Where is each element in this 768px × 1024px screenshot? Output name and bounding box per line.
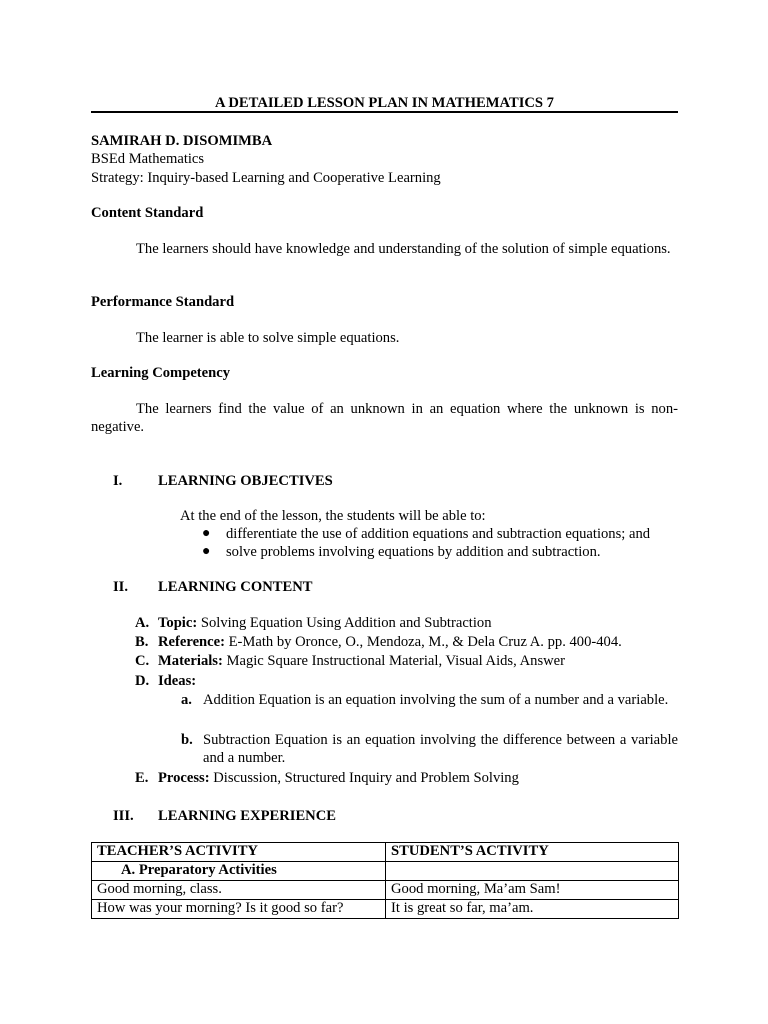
item-letter: A. — [135, 615, 150, 631]
strategy-line: Strategy: Inquiry-based Learning and Cooperative Learning — [91, 170, 441, 186]
performance-standard-text: The learner is able to solve simple equations. — [136, 330, 400, 346]
document-title: A DETAILED LESSON PLAN IN MATHEMATICS 7 — [215, 95, 554, 111]
content-item-ideas — [135, 672, 196, 690]
idea-text: Addition Equation is an equation involving the sum of a number and a variable. — [203, 692, 669, 708]
item-letter: D. — [135, 673, 150, 689]
learning-competency-heading: Learning Competency — [91, 365, 231, 381]
author-name: SAMIRAH D. DISOMIMBA — [91, 133, 273, 149]
item-letter: E. — [135, 770, 149, 786]
content-standard-heading: Content Standard — [91, 205, 204, 221]
experience-heading: LEARNING EXPERIENCE — [158, 808, 336, 824]
table-cell-empty — [386, 862, 679, 881]
learning-competency-text: The learners find the value of an unknown in an equation where the unknown is non-negative. — [91, 401, 678, 435]
content-item-process — [135, 769, 519, 787]
program-line: BSEd Mathematics — [91, 151, 205, 167]
section-numeral-1: I. — [113, 473, 123, 489]
item-letter: C. — [135, 653, 150, 669]
item-text: Solving Equation Using Addition and Subtraction — [200, 615, 492, 631]
student-cell: It is great so far, ma’am. — [386, 900, 679, 919]
table-header-row — [92, 843, 679, 862]
item-label: Materials: — [158, 653, 223, 669]
item-letter: B. — [135, 634, 149, 650]
objective-bullet: differentiate the use of addition equations and subtraction equations; and — [226, 526, 651, 542]
activity-table — [91, 842, 679, 919]
item-label: Reference: — [158, 634, 225, 650]
objectives-heading: LEARNING OBJECTIVES — [158, 473, 333, 489]
content-item-reference — [135, 633, 622, 651]
idea-letter: b. — [181, 732, 193, 748]
teacher-cell: How was your morning? Is it good so far? — [92, 900, 386, 919]
item-label: Process: — [158, 770, 210, 786]
item-label: Topic: — [158, 615, 198, 631]
teacher-cell: Good morning, class. — [92, 881, 386, 900]
student-cell: Good morning, Ma’am Sam! — [386, 881, 679, 900]
item-text: Magic Square Instructional Material, Visual Aids, Answer — [226, 653, 565, 669]
preparatory-activities-label: A. Preparatory Activities — [92, 862, 386, 881]
section-numeral-3: III. — [113, 808, 134, 824]
student-activity-header: STUDENT’S ACTIVITY — [386, 843, 679, 862]
bullet-icon: ● — [202, 526, 211, 541]
item-label: Ideas: — [158, 673, 197, 689]
table-row — [92, 881, 679, 900]
content-standard-text: The learners should have knowledge and understanding of the solution of simple equations. — [136, 241, 671, 257]
item-text: Discussion, Structured Inquiry and Problem Solving — [213, 770, 519, 786]
idea-text: Subtraction Equation is an equation involving the difference between a variable and a number. — [203, 732, 678, 766]
objectives-intro: At the end of the lesson, the students will be able to: — [180, 508, 486, 524]
performance-standard-heading: Performance Standard — [91, 294, 235, 310]
idea-letter: a. — [181, 692, 192, 708]
item-text: E-Math by Oronce, O., Mendoza, M., & Dela Cruz A. pp. 400-404. — [228, 634, 622, 650]
table-row — [92, 900, 679, 919]
section-numeral-2: II. — [113, 579, 129, 595]
bullet-icon: ● — [202, 544, 211, 559]
content-item-topic — [135, 614, 492, 632]
content-item-materials — [135, 652, 565, 670]
table-row — [92, 862, 679, 881]
content-heading: LEARNING CONTENT — [158, 579, 313, 595]
teacher-activity-header: TEACHER’S ACTIVITY — [92, 843, 386, 862]
objective-bullet: solve problems involving equations by addition and subtraction. — [226, 544, 601, 560]
title-underline — [91, 111, 678, 113]
